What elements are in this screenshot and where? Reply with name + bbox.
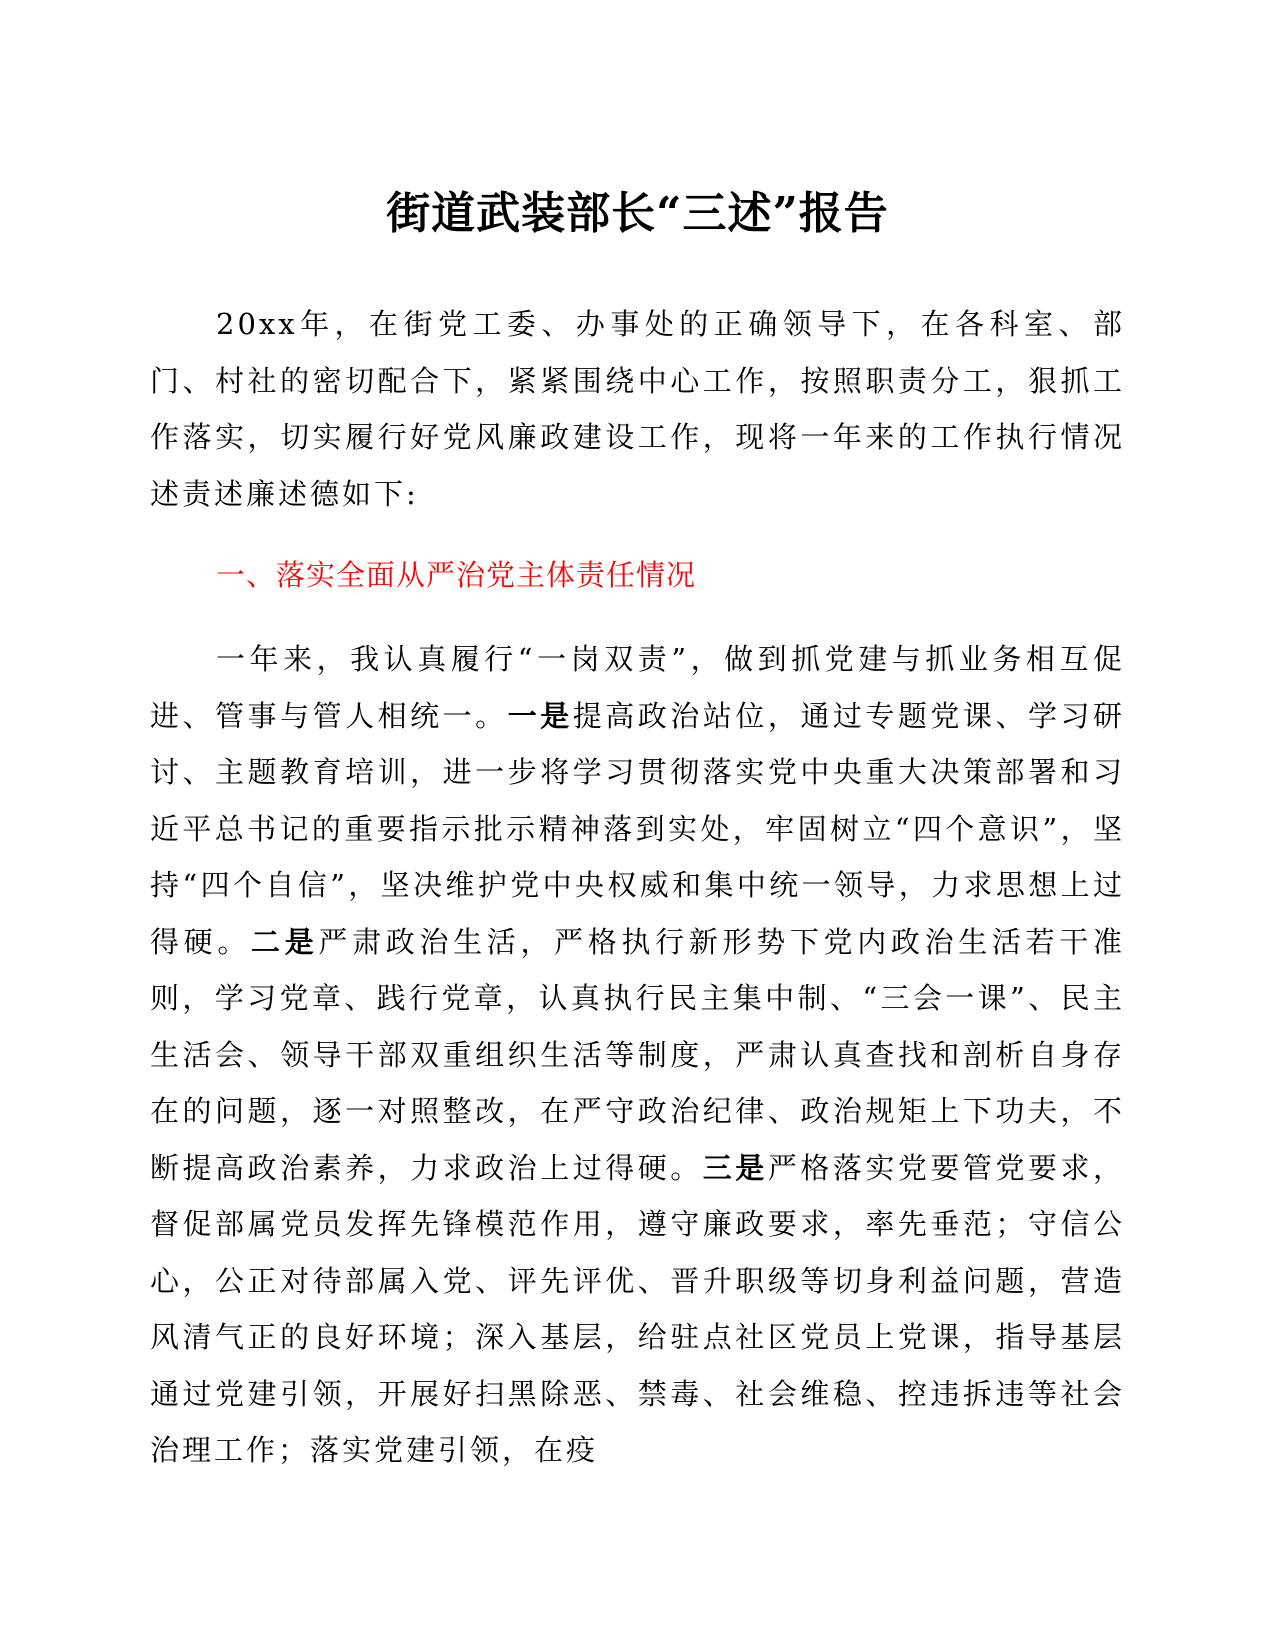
body-text: 提高政治站位，通过专题党课、学习研讨、主题教育培训，进一步将学习贯彻落实党中央重大决策部署和习近平总书记的重要指示批示精神落到实处，牢固树立“四个意识”，坚持“四个自信”，坚决维护党中央权威和集中统一领导，力求思想上过得硬。 (150, 698, 1125, 959)
body-text: 严肃政治生活，严格执行新形势下党内政治生活若干准则，学习党章、践行党章，认真执行民主集中制、“三会一课”、民主生活会、领导干部双重组织生活等制度，严肃认真查找和剖析自身存在的问题，逐一对照整改，在严守政治纪律、政治规矩上下功夫，不断提高政治素养，力求政治上过得硬。 (150, 924, 1125, 1185)
point-marker: 二是 (251, 924, 319, 959)
intro-paragraph: 20xx年，在街党工委、办事处的正确领导下，在各科室、部门、村社的密切配合下，紧紧围绕中心工作，按照职责分工，狠抓工作落实，切实履行好党风廉政建设工作，现将一年来的工作执行情况述责述廉述德如下: (150, 307, 1125, 511)
document-title: 街道武装部长“三述”报告 (386, 188, 889, 239)
body-text: 一年来，我认真履行“一岗双责”，做到抓党建与抓业务相互促进、管事与管人相统一。 (150, 642, 1125, 733)
section-heading: 一、落实全面从严治党主体责任情况 (216, 558, 697, 592)
section-body-paragraph (150, 631, 1125, 1479)
body-text: 严格落实党要管党要求，督促部属党员发挥先锋模范作用，遵守廉政要求，率先垂范；守信公心，公正对待部属入党、评先评优、晋升职级等切身利益问题，营造风清气正的良好环境；深入基层，给驻点社区党员上党课，指导基层通过党建引领，开展好扫黑除恶、禁毒、社会维稳、控违拆违等社会治理工作；落实党建引领，在疫 (150, 1150, 1125, 1467)
point-marker: 一是 (507, 698, 573, 733)
point-marker: 三是 (702, 1150, 768, 1185)
